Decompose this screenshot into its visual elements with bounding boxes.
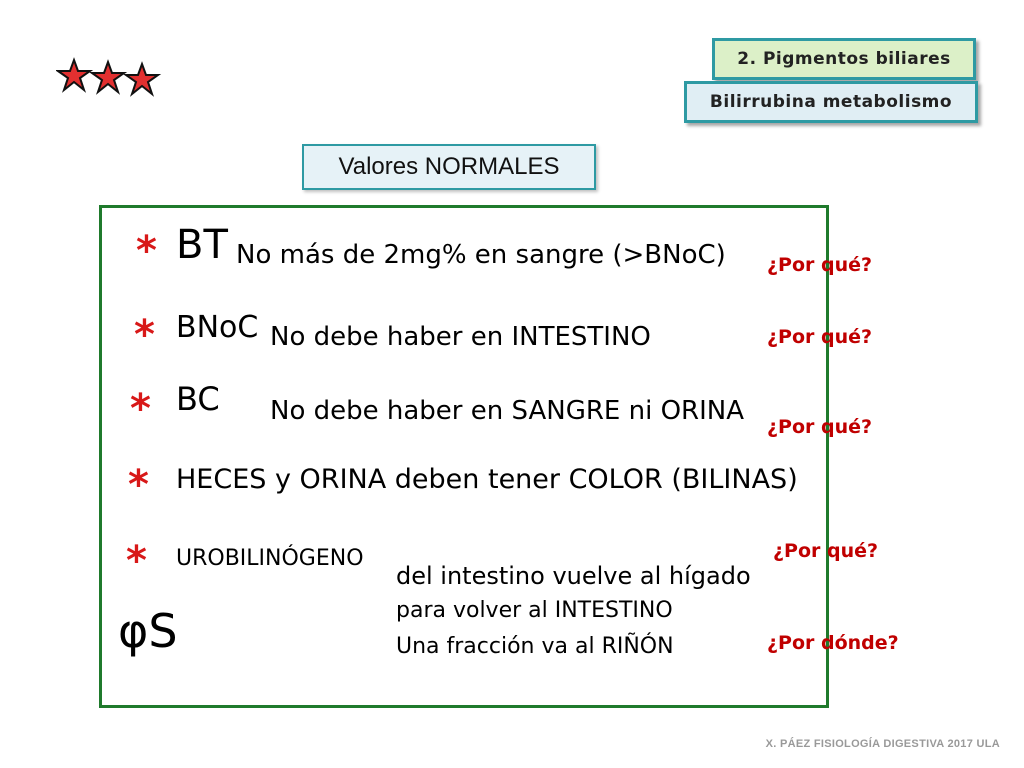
slide-title: Valores NORMALES (302, 144, 596, 190)
item-text-colors: HECES y ORINA deben tener COLOR (BILINAS) (176, 464, 798, 495)
question-where: ¿Por dónde? (767, 632, 899, 654)
item-text-bnoc: No debe haber en INTESTINO (270, 322, 651, 352)
item-label-bnoc: BNoC (176, 310, 259, 345)
side-mark: φS (118, 604, 178, 658)
item-label-bc: BC (176, 380, 220, 418)
question-why: ¿Por qué? (767, 416, 873, 438)
bullet-asterisk: * (130, 386, 151, 432)
question-why: ¿Por qué? (773, 540, 879, 562)
bullet-asterisk: * (126, 538, 147, 584)
urobilinogen-line: Una fracción va al RIÑÓN (396, 634, 674, 659)
item-text-bt: No más de 2mg% en sangre (>BNoC) (236, 240, 726, 270)
footer-credit: X. PÁEZ FISIOLOGÍA DIGESTIVA 2017 ULA (765, 738, 1000, 750)
item-label-urobilinogeno: UROBILINÓGENO (176, 546, 364, 571)
section-tag: 2. Pigmentos biliares (712, 38, 976, 80)
question-why: ¿Por qué? (767, 254, 873, 276)
bullet-asterisk: * (128, 462, 149, 508)
bullet-asterisk: * (134, 312, 155, 358)
bullet-asterisk: * (136, 228, 157, 274)
item-text-bc: No debe haber en SANGRE ni ORINA (270, 396, 745, 426)
stars-decoration (56, 56, 162, 100)
question-why: ¿Por qué? (767, 326, 873, 348)
topic-tag: Bilirrubina metabolismo (684, 81, 978, 123)
item-label-bt: BT (176, 222, 228, 268)
item-text-urobilinogeno: del intestino vuelve al hígado (396, 562, 751, 590)
urobilinogen-line: para volver al INTESTINO (396, 598, 673, 623)
content-box (99, 205, 829, 708)
